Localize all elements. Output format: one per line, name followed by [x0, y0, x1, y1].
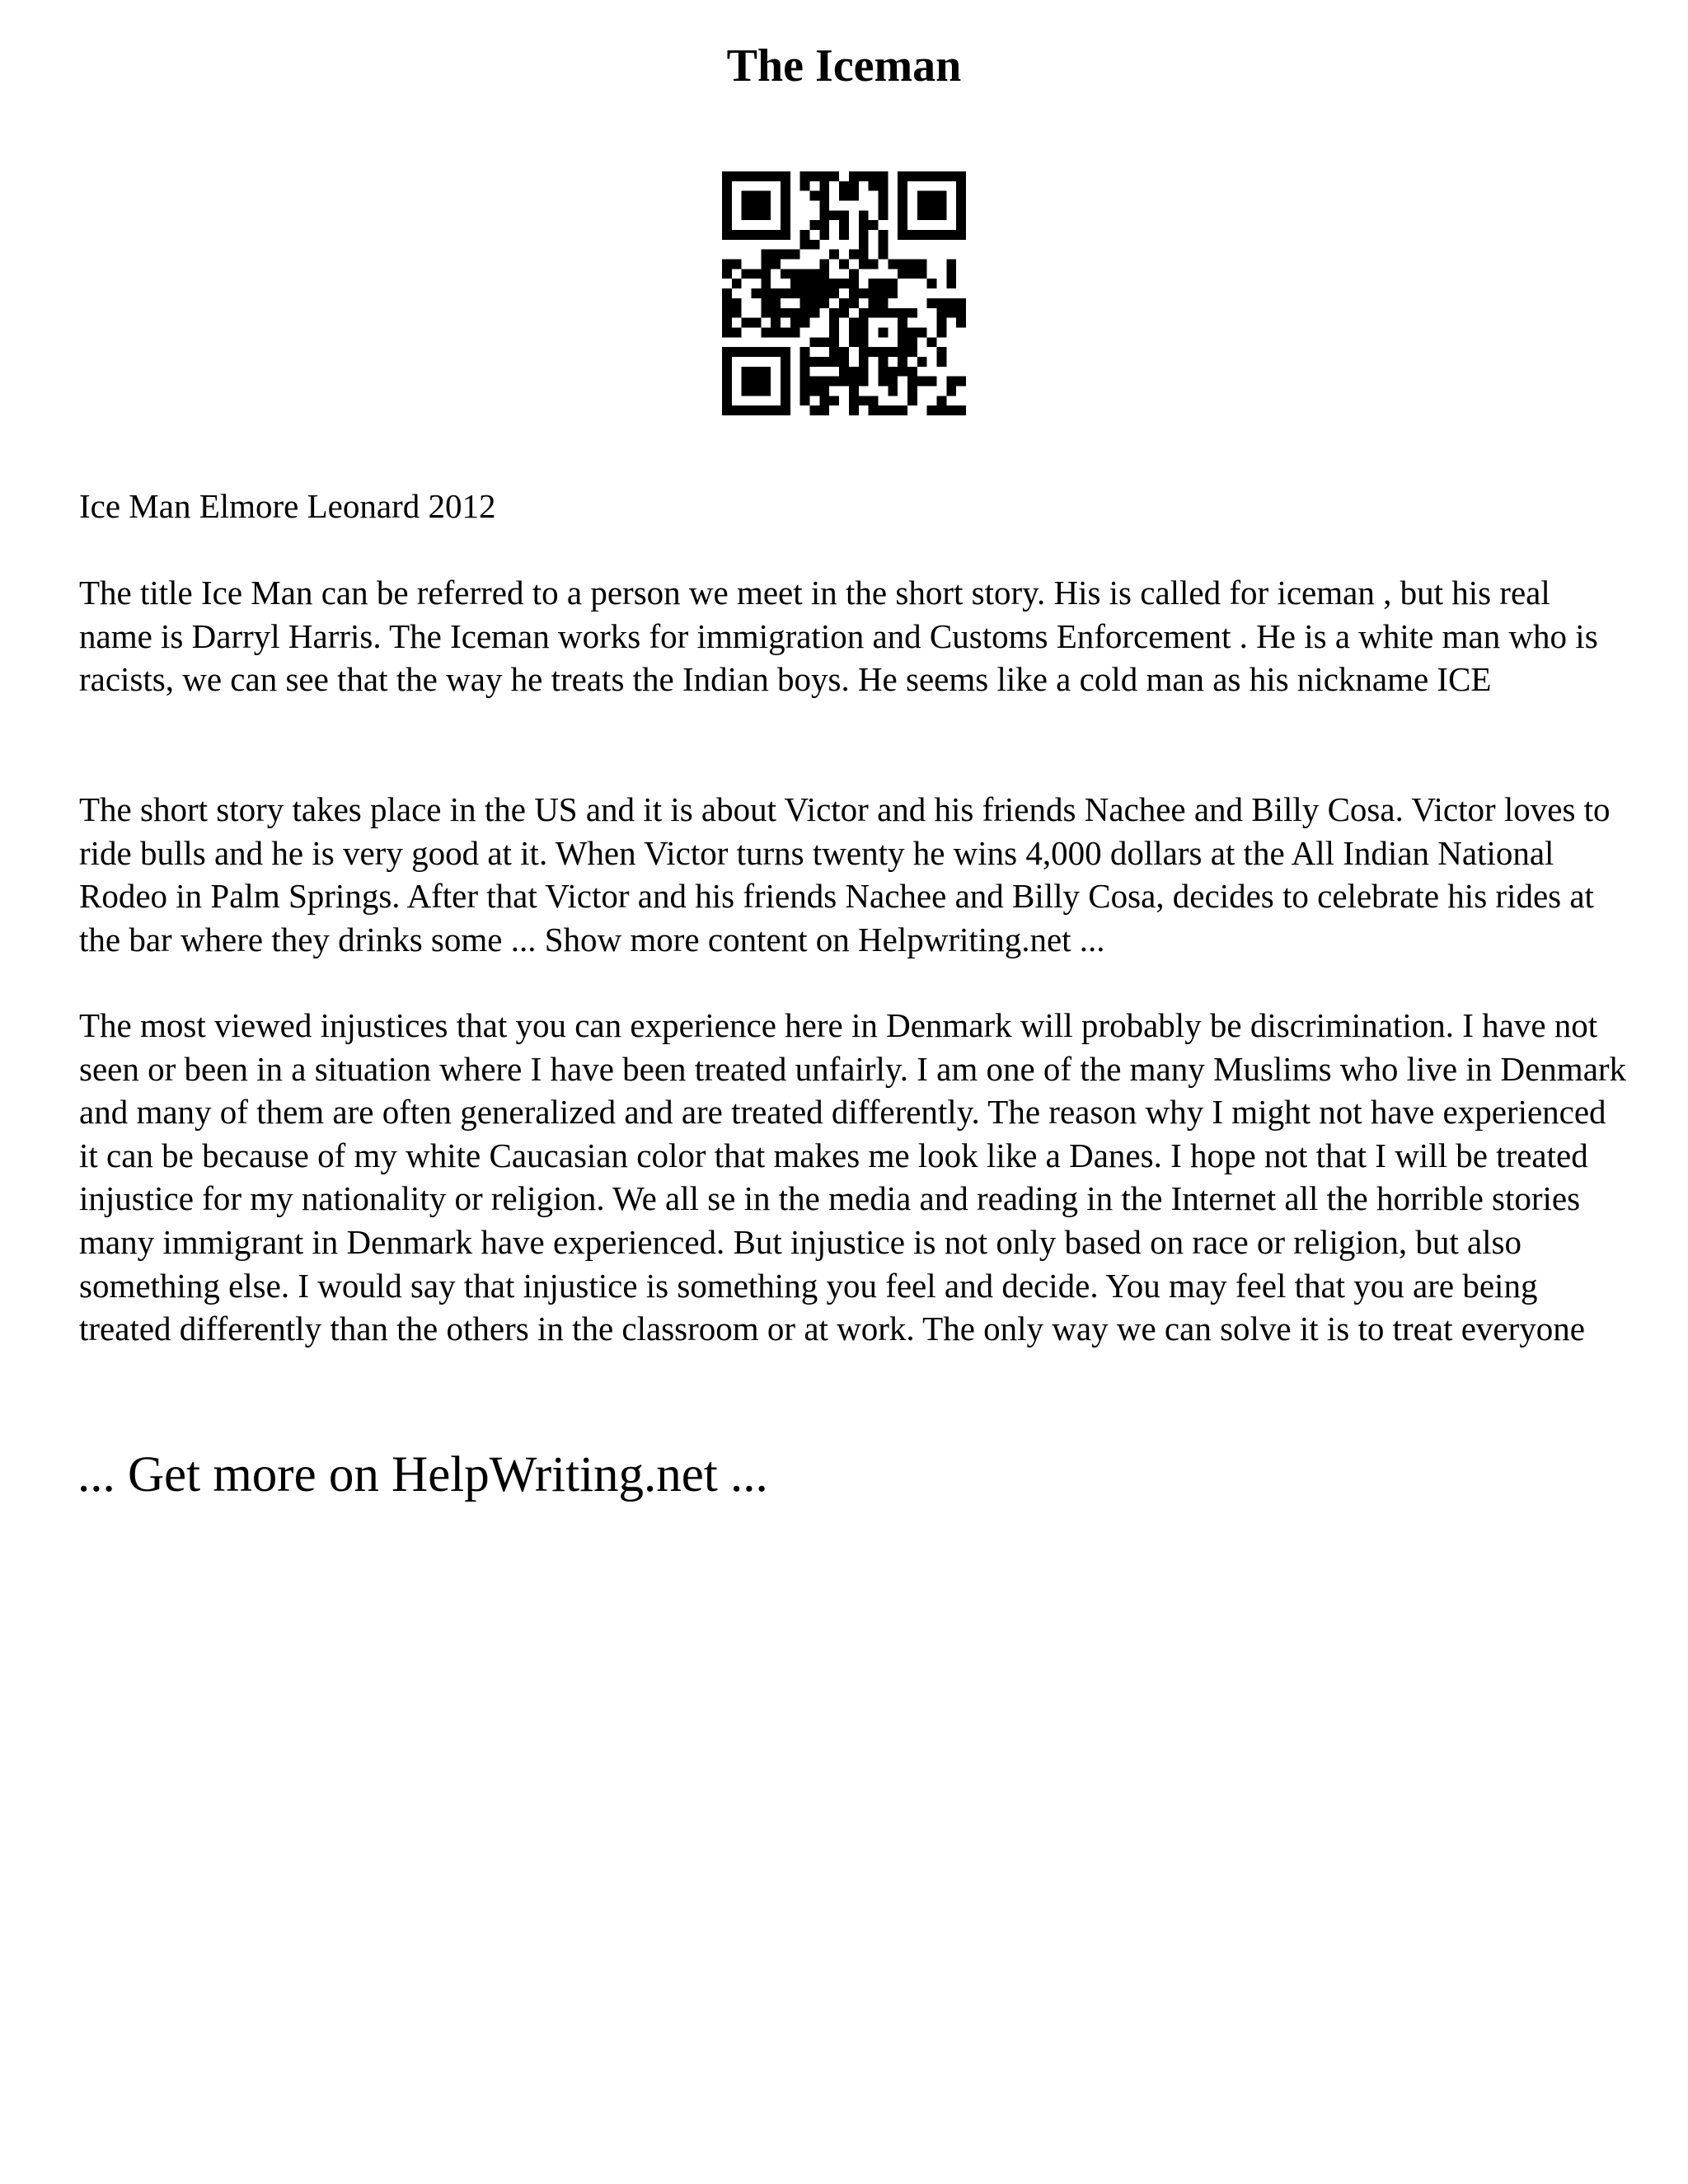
page-title: The Iceman [726, 40, 962, 91]
paragraph-1: The title Ice Man can be referred to a person we meet in the short story. His is called for iceman , but his real name is Darryl Harris. The Iceman works for immigration and Customs Enforcement . He is a white man who is racists, we can see that the way he treats the Indian boys. He seems like a cold man as his nickname ICE [79, 574, 1598, 699]
paragraph-3: The most viewed injustices that you can experience here in Denmark will probably be discrimination. I have not seen or been in a situation where I have been treated unfairly. I am one of the many Muslims who live in Denmark and many of them are often generalized and are treated differently. The reason why I might not have experienced it can be because of my white Caucasian color that makes me look like a Danes. I hope not that I will be treated injustice for my nationality or religion. We all se in the media and reading in the Internet all the horrible stories many immigrant in Denmark have experienced. But injustice is not only based on race or religion, but also something else. I would say that injustice is something you feel and decide. You may feel that you are being treated differently than the others in the classroom or at work. The only way we can solve it is to treat everyone [79, 1006, 1627, 1348]
qr-code-icon [722, 171, 966, 415]
get-more-link[interactable]: ... Get more on HelpWriting.net ... [77, 1447, 768, 1502]
intro-line: Ice Man Elmore Leonard 2012 [79, 487, 496, 525]
paragraph-2: The short story takes place in the US and it is about Victor and his friends Nachee and Billy Cosa. Victor loves to ride bulls and he is very good at it. When Victor turns twenty he wins 4,000 dollars at the All Indian National Rodeo in Palm Springs. After that Victor and his friends Nachee and Billy Cosa, decides to celebrate his rides at the bar where they drinks some ... Show more content on Helpwriting.net ... [79, 790, 1611, 958]
